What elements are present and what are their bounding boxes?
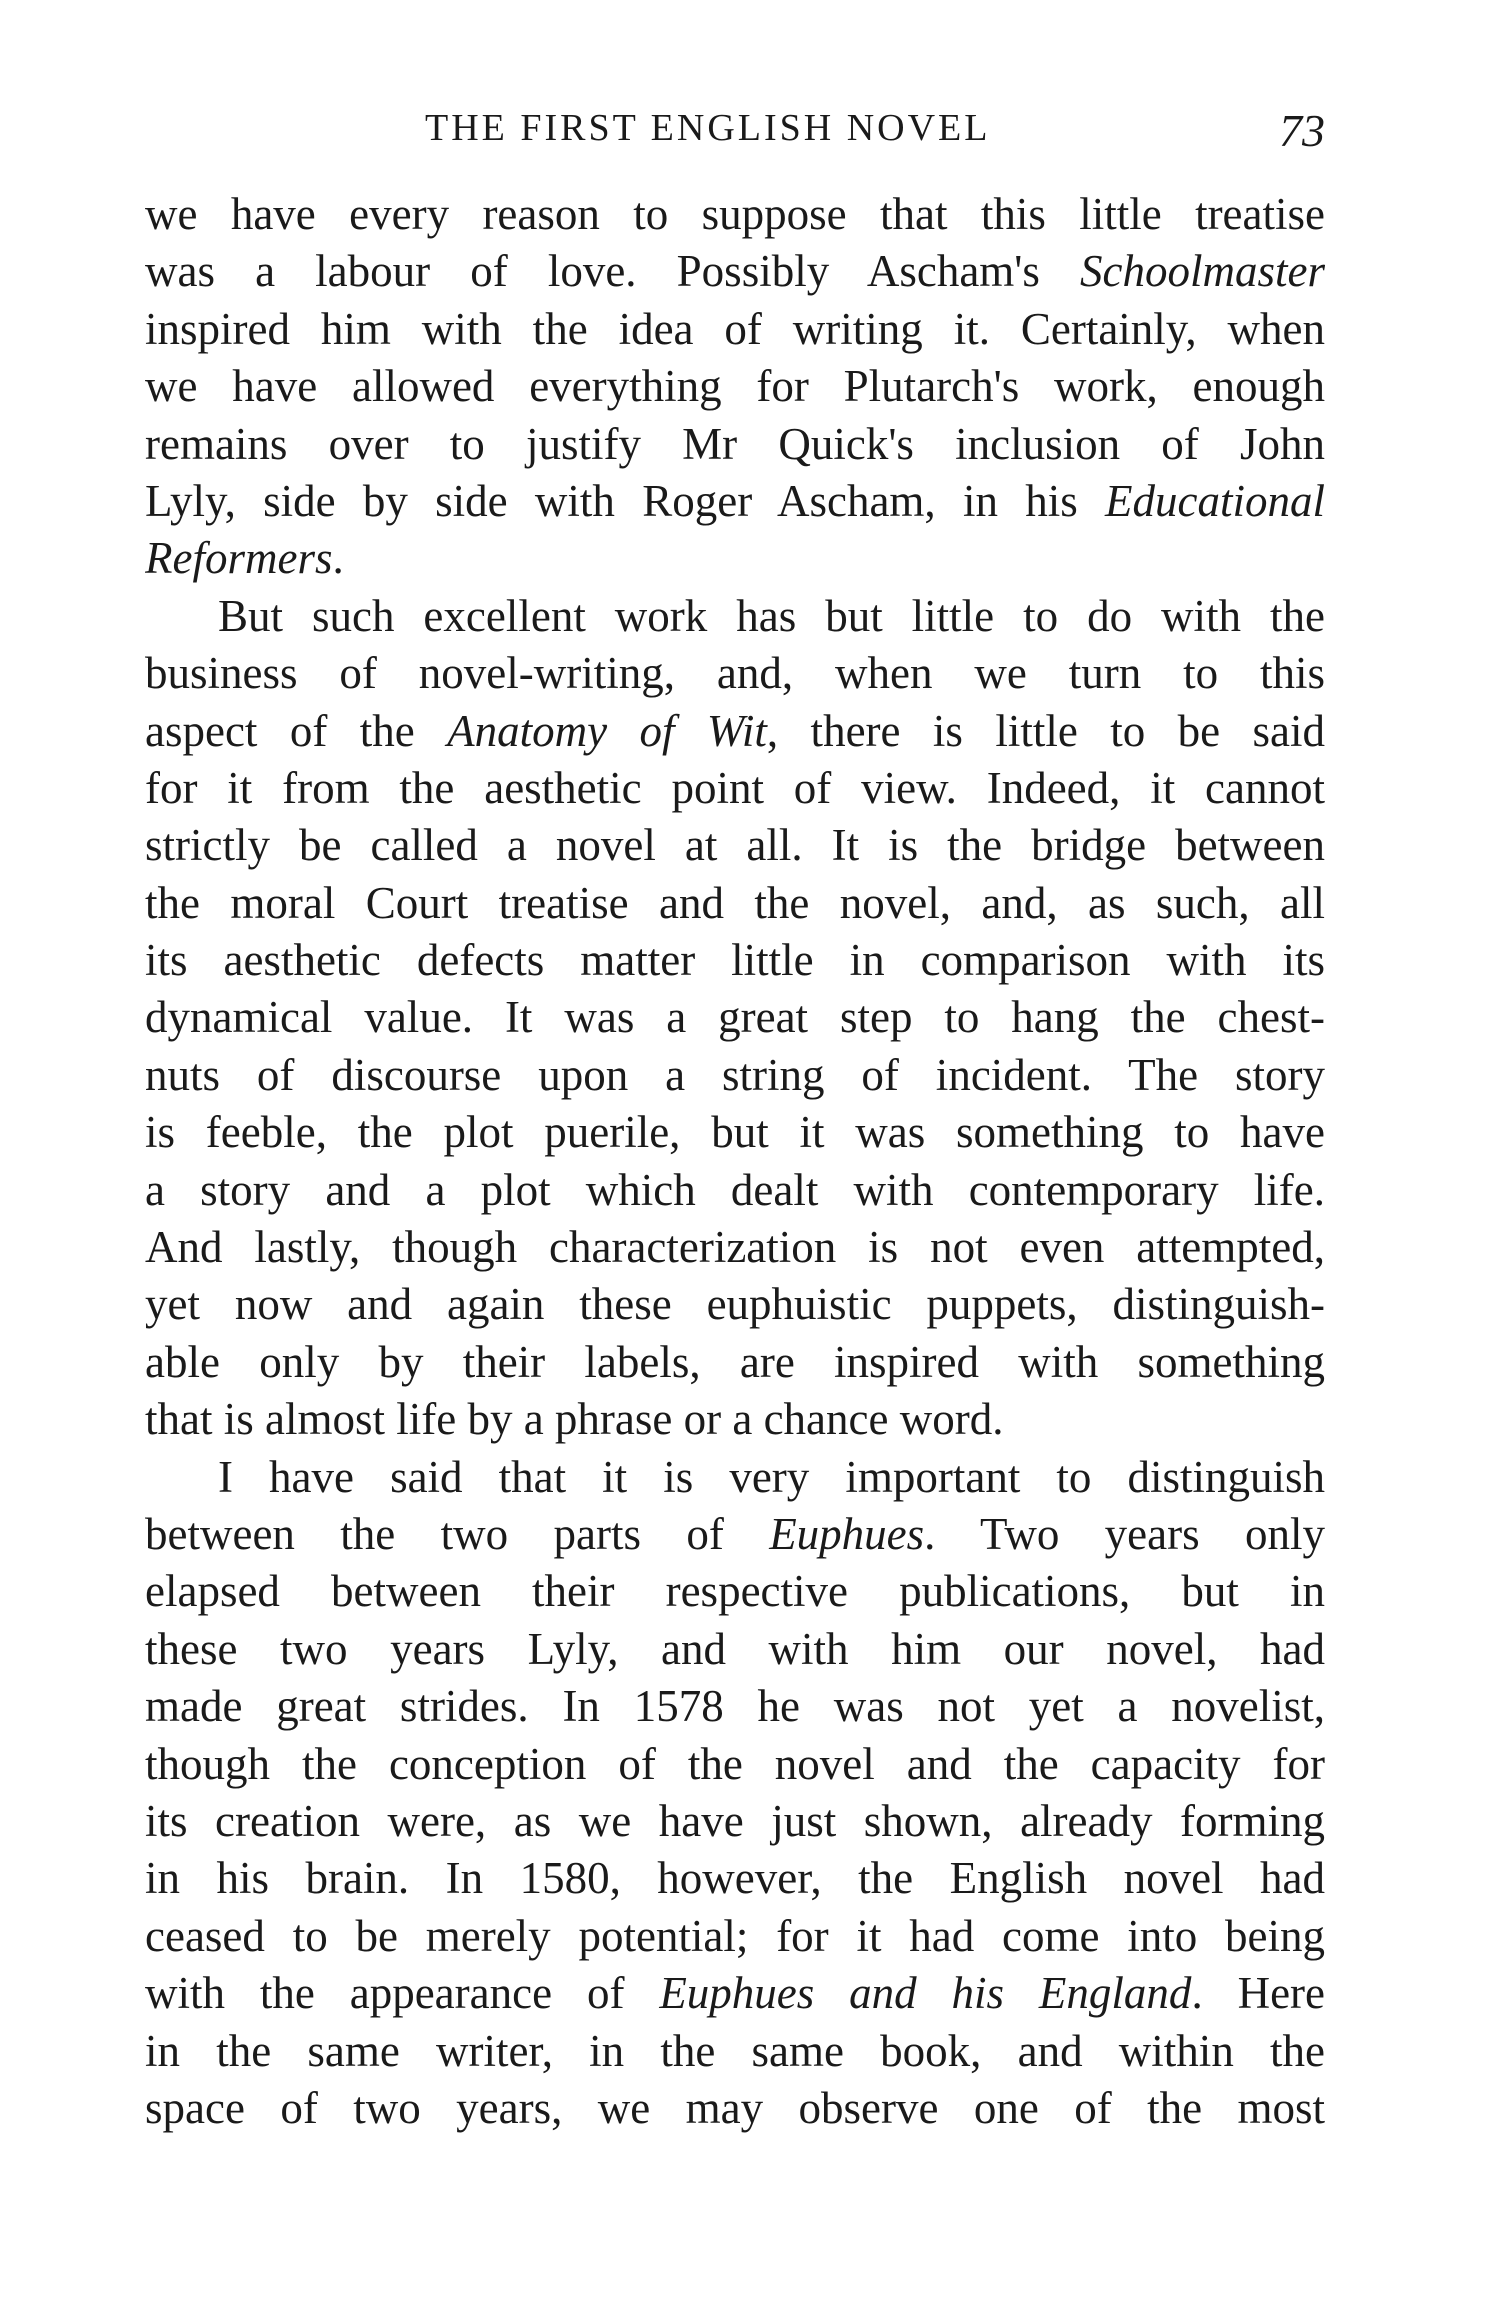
- text-line: was a labour of love. Possibly Ascham's Schoolmaster: [145, 246, 1325, 297]
- body-text: [145, 186, 1325, 2137]
- text-line: able only by their labels, are inspired with something: [145, 1336, 1325, 1387]
- text-line: inspired him with the idea of writing it. Certainly, when: [145, 303, 1325, 354]
- page-header: [145, 100, 1325, 170]
- text-line: ceased to be merely potential; for it had come into being: [145, 1910, 1325, 1961]
- text-line: in his brain. In 1580, however, the English novel had: [145, 1853, 1325, 1904]
- text-line: we have allowed everything for Plutarch's work, enough: [145, 361, 1325, 412]
- text-line: is feeble, the plot puerile, but it was something to have: [145, 1107, 1325, 1158]
- text-line: between the two parts of Euphues. Two years only: [145, 1508, 1325, 1559]
- text-line: a story and a plot which dealt with contemporary life.: [145, 1164, 1325, 1215]
- page-number: 73: [1279, 105, 1325, 156]
- text-line: that is almost life by a phrase or a chance word.: [145, 1394, 1004, 1445]
- text-line: strictly be called a novel at all. It is the bridge between: [145, 820, 1325, 871]
- text-line: nuts of discourse upon a string of incident. The story: [145, 1049, 1325, 1100]
- text-line: made great strides. In 1578 he was not yet a novelist,: [145, 1681, 1325, 1732]
- text-line: I have said that it is very important to distinguish: [218, 1451, 1325, 1502]
- text-line: elapsed between their respective publications, but in: [145, 1566, 1325, 1617]
- text-line: And lastly, though characterization is not even attempted,: [145, 1222, 1325, 1273]
- text-line: the moral Court treatise and the novel, and, as such, all: [145, 877, 1325, 928]
- text-line: aspect of the Anatomy of Wit, there is little to be said: [145, 705, 1325, 756]
- text-line: yet now and again these euphuistic puppets, distinguish-: [145, 1279, 1325, 1330]
- text-line: for it from the aesthetic point of view. Indeed, it cannot: [145, 762, 1325, 813]
- text-line: we have every reason to suppose that this little treatise: [145, 189, 1325, 239]
- text-line: with the appearance of Euphues and his England. Here: [145, 1968, 1325, 2019]
- running-title: THE FIRST ENGLISH NOVEL: [425, 107, 991, 149]
- text-line: dynamical value. It was a great step to hang the chest-: [145, 992, 1325, 1043]
- text-line: in the same writer, in the same book, and within the: [145, 2025, 1325, 2076]
- text-line: Reformers.: [145, 533, 344, 584]
- text-line: Lyly, side by side with Roger Ascham, in his Educational: [145, 475, 1325, 526]
- text-line: remains over to justify Mr Quick's inclusion of John: [145, 418, 1325, 469]
- text-line: business of novel-writing, and, when we turn to this: [145, 648, 1325, 699]
- text-line: though the conception of the novel and the capacity for: [145, 1738, 1325, 1789]
- text-line: its creation were, as we have just shown, already forming: [145, 1795, 1325, 1846]
- text-line: its aesthetic defects matter little in comparison with its: [145, 935, 1325, 986]
- text-line: But such excellent work has but little to do with the: [218, 590, 1325, 641]
- text-line: space of two years, we may observe one of the most: [145, 2082, 1325, 2133]
- text-line: these two years Lyly, and with him our novel, had: [145, 1623, 1325, 1674]
